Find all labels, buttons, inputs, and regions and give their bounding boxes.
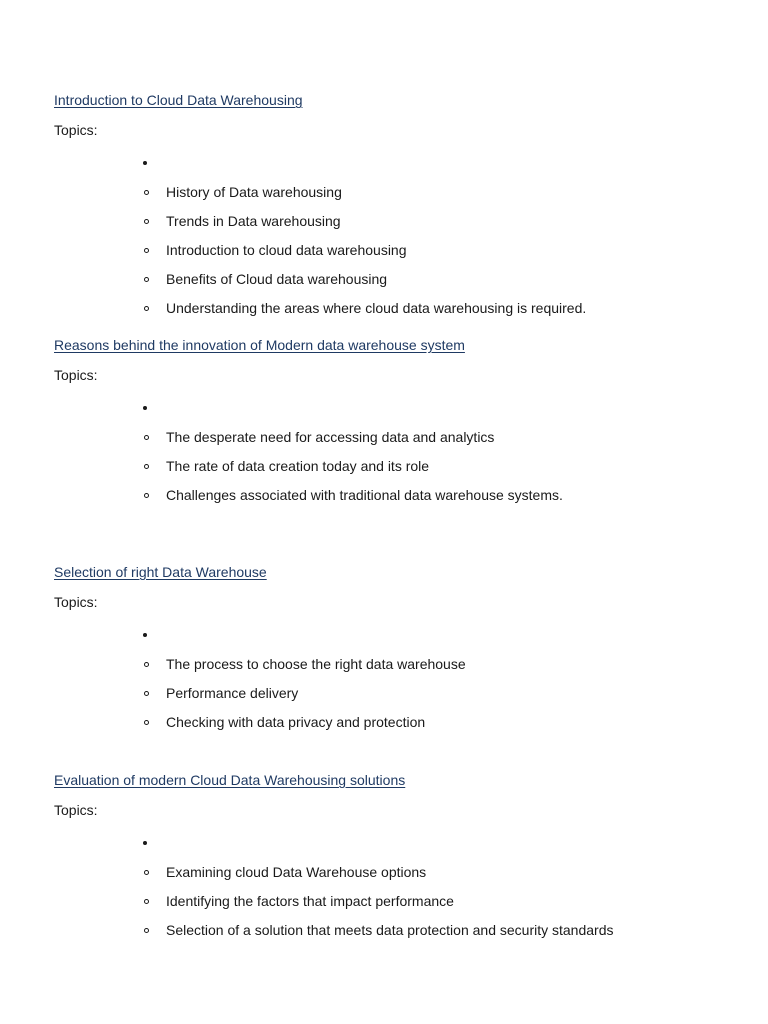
empty-bullet [54,399,744,417]
list-item-text: Performance delivery [166,685,299,701]
list-item-text: Checking with data privacy and protection [166,714,426,730]
section-heading-link[interactable]: Introduction to Cloud Data Warehousing [54,92,303,108]
list-item [54,212,744,230]
empty-bullet [54,626,744,644]
circle-bullet-icon [144,219,149,224]
list-item-text: History of Data warehousing [166,184,342,200]
list-item-text: Identifying the factors that impact performance [166,893,454,909]
list-item-text: Challenges associated with traditional data warehouse systems. [166,487,563,503]
circle-bullet-icon [144,720,149,725]
topic-list [54,183,744,317]
empty-bullet [54,154,744,172]
topics-label: Topics: [54,802,98,818]
list-item [54,921,744,939]
list-item [54,428,744,446]
section-heading-link[interactable]: Reasons behind the innovation of Modern data warehouse system [54,337,465,353]
circle-bullet-icon [144,306,149,311]
list-item-text: The desperate need for accessing data and analytics [166,429,495,445]
list-item-text: Introduction to cloud data warehousing [166,242,407,258]
circle-bullet-icon [144,870,149,875]
section-selection-dw [54,563,744,731]
list-item [54,299,744,317]
circle-bullet-icon [144,899,149,904]
list-item-text: Benefits of Cloud data warehousing [166,271,388,287]
circle-bullet-icon [144,928,149,933]
section-evaluation-solutions [54,771,744,939]
list-item [54,270,744,288]
list-item-text: Trends in Data warehousing [166,213,341,229]
section-intro-cloud-dw [54,91,744,317]
list-item [54,457,744,475]
list-item [54,684,744,702]
circle-bullet-icon [144,435,149,440]
list-item-text: Selection of a solution that meets data protection and security standards [166,922,614,938]
circle-bullet-icon [144,248,149,253]
circle-bullet-icon [144,464,149,469]
topic-list [54,863,744,939]
topics-label: Topics: [54,594,98,610]
circle-bullet-icon [144,190,149,195]
empty-bullet [54,834,744,852]
list-item [54,655,744,673]
section-reasons-innovation [54,336,744,504]
section-heading-link[interactable]: Evaluation of modern Cloud Data Warehousing solutions [54,772,406,788]
list-item [54,713,744,731]
list-item [54,241,744,259]
circle-bullet-icon [144,277,149,282]
list-item [54,863,744,881]
bullet-dot-icon [143,161,147,165]
list-item [54,892,744,910]
list-item-text: The process to choose the right data warehouse [166,656,466,672]
list-item-text: The rate of data creation today and its role [166,458,430,474]
topic-list [54,655,744,731]
list-item [54,183,744,201]
list-item-text: Understanding the areas where cloud data warehousing is required. [166,300,587,316]
section-heading-link[interactable]: Selection of right Data Warehouse [54,564,267,580]
bullet-dot-icon [143,841,147,845]
circle-bullet-icon [144,691,149,696]
circle-bullet-icon [144,662,149,667]
topic-list [54,428,744,504]
list-item [54,486,744,504]
circle-bullet-icon [144,493,149,498]
topics-label: Topics: [54,122,98,138]
bullet-dot-icon [143,406,147,410]
topics-label: Topics: [54,367,98,383]
list-item-text: Examining cloud Data Warehouse options [166,864,427,880]
bullet-dot-icon [143,633,147,637]
